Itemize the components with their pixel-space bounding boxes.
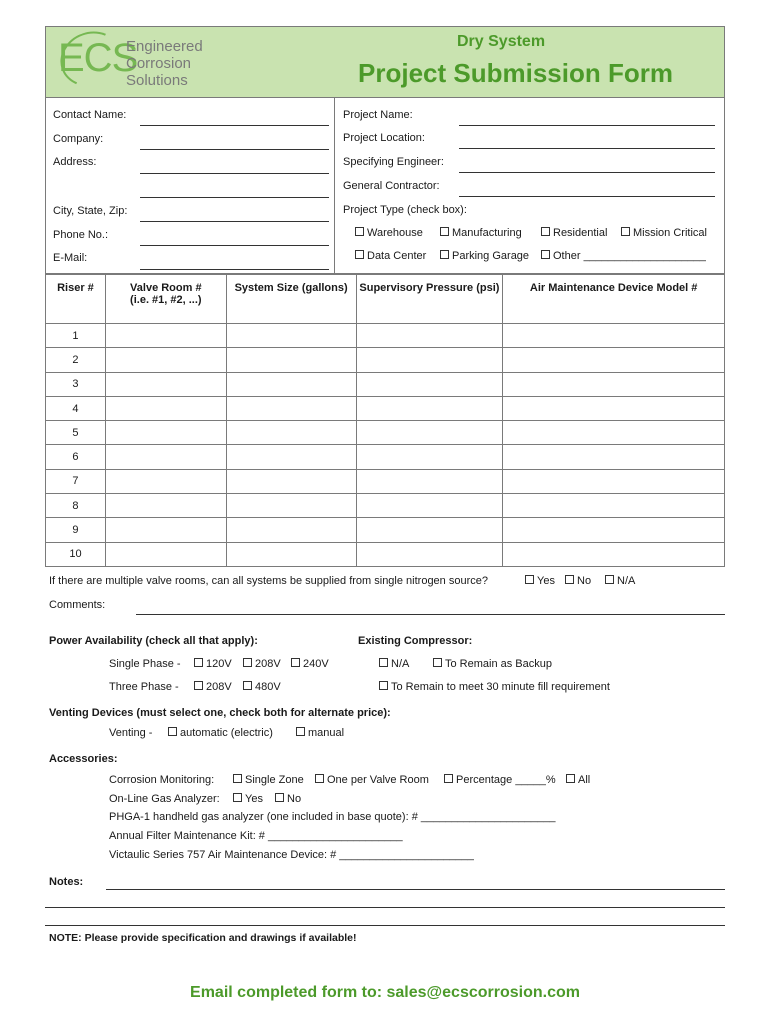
option-label: 240V	[303, 658, 329, 670]
option-label: Percentage _____%	[456, 774, 556, 786]
logo-line-2: Corrosion	[126, 55, 192, 72]
compressor-backup[interactable]	[433, 658, 552, 670]
type-mission-critical[interactable]	[621, 227, 707, 239]
compressor-fill[interactable]	[379, 681, 610, 693]
engineer-label: Specifying Engineer:	[343, 156, 444, 168]
notes-field-3[interactable]	[45, 925, 725, 926]
notes-field-2[interactable]	[45, 907, 725, 908]
table-row	[46, 348, 725, 372]
checkbox-icon	[433, 658, 442, 667]
type-manufacturing[interactable]	[440, 227, 522, 239]
comments-field[interactable]	[136, 614, 725, 615]
header-riser: Riser #	[46, 275, 106, 324]
riser-number: 4	[46, 396, 106, 420]
table-cell[interactable]	[226, 421, 356, 445]
gas-analyzer-label: On-Line Gas Analyzer:	[109, 793, 220, 805]
table-cell[interactable]	[226, 542, 356, 566]
option-label: 208V	[206, 681, 232, 693]
corrosion-percentage[interactable]	[444, 774, 556, 786]
notes-field-1[interactable]	[106, 889, 725, 890]
riser-table	[45, 274, 725, 567]
table-row	[46, 324, 725, 348]
riser-number: 6	[46, 445, 106, 469]
table-cell[interactable]	[356, 542, 503, 566]
corrosion-single-zone[interactable]	[233, 774, 304, 786]
phone-label: Phone No.:	[53, 229, 109, 241]
riser-number: 2	[46, 348, 106, 372]
table-cell[interactable]	[356, 469, 503, 493]
notes-label: Notes:	[49, 876, 84, 888]
checkbox-icon	[355, 227, 364, 236]
table-cell[interactable]	[356, 518, 503, 542]
checkbox-icon	[243, 658, 252, 667]
table-cell[interactable]	[226, 494, 356, 518]
contractor-field[interactable]	[459, 196, 715, 197]
checkbox-icon	[621, 227, 630, 236]
table-cell[interactable]	[226, 445, 356, 469]
checkbox-icon	[243, 681, 252, 690]
type-label: Data Center	[367, 250, 427, 262]
checkbox-icon	[440, 227, 449, 236]
email-field[interactable]	[140, 269, 329, 270]
engineer-field[interactable]	[459, 172, 715, 173]
table-row	[46, 372, 725, 396]
table-cell[interactable]	[105, 469, 226, 493]
table-cell[interactable]	[356, 348, 503, 372]
table-cell[interactable]	[226, 396, 356, 420]
table-cell[interactable]	[356, 372, 503, 396]
checkbox-icon	[565, 575, 574, 584]
table-cell[interactable]	[356, 324, 503, 348]
table-cell[interactable]	[503, 372, 725, 396]
table-row	[46, 542, 725, 566]
table-cell[interactable]	[226, 324, 356, 348]
venting-automatic[interactable]	[168, 727, 273, 739]
address-field-1[interactable]	[140, 173, 329, 174]
table-cell[interactable]	[105, 421, 226, 445]
project-name-label: Project Name:	[343, 109, 413, 121]
option-label: All	[578, 774, 591, 786]
gas-yes[interactable]	[233, 793, 263, 805]
type-data-center[interactable]	[355, 250, 426, 262]
company-field[interactable]	[140, 149, 329, 150]
address-field-2[interactable]	[140, 197, 329, 198]
table-cell[interactable]	[105, 372, 226, 396]
table-cell[interactable]	[503, 494, 725, 518]
project-location-field[interactable]	[459, 148, 715, 149]
table-row	[46, 421, 725, 445]
table-cell[interactable]	[105, 494, 226, 518]
option-label: 208V	[255, 658, 281, 670]
header-system-size: System Size (gallons)	[226, 275, 356, 324]
contractor-label: General Contractor:	[343, 180, 440, 192]
checkbox-icon	[444, 774, 453, 783]
type-other[interactable]	[541, 250, 706, 262]
option-label: Yes	[537, 575, 555, 587]
email-label: E-Mail:	[53, 252, 88, 264]
option-label: To Remain as Backup	[445, 658, 552, 670]
filter-kit-line[interactable]: Annual Filter Maintenance Kit: # ______________________	[109, 830, 403, 842]
venting-manual[interactable]	[296, 727, 344, 739]
checkbox-icon	[525, 575, 534, 584]
project-type-label: Project Type (check box):	[343, 204, 467, 216]
table-cell[interactable]	[356, 494, 503, 518]
phga-line[interactable]: PHGA-1 handheld gas analyzer (one included in base quote): # ______________________	[109, 811, 556, 823]
type-label: Mission Critical	[633, 227, 707, 239]
option-label: To Remain to meet 30 minute fill requirement	[391, 681, 610, 693]
checkbox-icon	[194, 658, 203, 667]
table-cell[interactable]	[356, 445, 503, 469]
single-240v[interactable]	[291, 658, 329, 670]
single-208v[interactable]	[243, 658, 281, 670]
city-label: City, State, Zip:	[53, 205, 128, 217]
logo-wordmark	[126, 38, 203, 89]
contact-name-field[interactable]	[140, 125, 329, 126]
comments-label: Comments:	[49, 599, 106, 611]
header-air-maintenance: Air Maintenance Device Model #	[503, 275, 725, 324]
type-label: Parking Garage	[452, 250, 530, 262]
checkbox-icon	[440, 250, 449, 259]
header-supervisory-pressure: Supervisory Pressure (psi)	[356, 275, 503, 324]
table-cell[interactable]	[105, 324, 226, 348]
accessories-label: Accessories:	[49, 753, 118, 765]
option-label: No	[577, 575, 592, 587]
table-cell[interactable]	[105, 348, 226, 372]
table-row	[46, 494, 725, 518]
phone-field[interactable]	[140, 245, 329, 246]
table-cell[interactable]	[503, 421, 725, 445]
table-cell[interactable]	[105, 396, 226, 420]
riser-number: 7	[46, 469, 106, 493]
riser-number: 3	[46, 372, 106, 396]
type-residential[interactable]	[541, 227, 607, 239]
checkbox-icon	[541, 227, 550, 236]
riser-number: 10	[46, 542, 106, 566]
checkbox-icon	[233, 774, 242, 783]
project-name-field[interactable]	[459, 125, 715, 126]
footer-email: Email completed form to: sales@ecscorrosion.com	[190, 984, 580, 1001]
table-cell[interactable]	[105, 445, 226, 469]
type-parking-garage[interactable]	[440, 250, 529, 262]
project-location-label: Project Location:	[343, 132, 425, 144]
three-208v[interactable]	[194, 681, 232, 693]
checkbox-icon	[315, 774, 324, 783]
riser-number: 8	[46, 494, 106, 518]
type-label: Other ____________________	[553, 250, 706, 262]
table-cell[interactable]	[226, 469, 356, 493]
table-cell[interactable]	[105, 542, 226, 566]
option-label: No	[287, 793, 302, 805]
riser-number: 5	[46, 421, 106, 445]
type-label: Residential	[553, 227, 608, 239]
header-valve-room: Valve Room # (i.e. #1, #2, ...)	[105, 275, 226, 324]
table-row	[46, 469, 725, 493]
table-cell[interactable]	[503, 396, 725, 420]
note-text: NOTE: Please provide specification and drawings if available!	[49, 932, 357, 944]
checkbox-icon	[379, 681, 388, 690]
nitrogen-no[interactable]	[565, 575, 591, 587]
table-cell[interactable]	[503, 542, 725, 566]
table-cell[interactable]	[503, 324, 725, 348]
riser-number: 1	[46, 324, 106, 348]
table-cell[interactable]	[356, 421, 503, 445]
power-label: Power Availability (check all that apply):	[49, 635, 258, 647]
option-label: automatic (electric)	[180, 727, 273, 739]
venting-label: Venting Devices (must select one, check both for alternate price):	[49, 707, 391, 719]
single-120v[interactable]	[194, 658, 232, 670]
checkbox-icon	[355, 250, 364, 259]
table-cell[interactable]	[503, 348, 725, 372]
table-row	[46, 518, 725, 542]
option-label: Single Zone	[245, 774, 304, 786]
gas-no[interactable]	[275, 793, 301, 805]
checkbox-icon	[605, 575, 614, 584]
venting-prefix: Venting -	[109, 727, 153, 739]
option-label: 120V	[206, 658, 232, 670]
checkbox-icon	[194, 681, 203, 690]
table-cell[interactable]	[226, 348, 356, 372]
table-cell[interactable]	[356, 396, 503, 420]
table-cell[interactable]	[503, 469, 725, 493]
city-field[interactable]	[140, 221, 329, 222]
nitrogen-question: If there are multiple valve rooms, can all systems be supplied from single nitrogen source?	[49, 575, 488, 587]
table-row	[46, 396, 725, 420]
type-label: Manufacturing	[452, 227, 522, 239]
logo-line-1: Engineered	[126, 38, 203, 55]
table-cell[interactable]	[226, 372, 356, 396]
checkbox-icon	[291, 658, 300, 667]
corrosion-per-valve[interactable]	[315, 774, 429, 786]
table-row	[46, 445, 725, 469]
riser-number: 9	[46, 518, 106, 542]
type-warehouse[interactable]	[355, 227, 423, 239]
ecs-logo	[58, 32, 218, 90]
table-cell[interactable]	[105, 518, 226, 542]
checkbox-icon	[566, 774, 575, 783]
option-label: N/A	[617, 575, 636, 587]
three-480v[interactable]	[243, 681, 281, 693]
address-label: Address:	[53, 156, 97, 168]
compressor-label: Existing Compressor:	[358, 635, 473, 647]
corrosion-label: Corrosion Monitoring:	[109, 774, 215, 786]
table-cell[interactable]	[226, 518, 356, 542]
checkbox-icon	[379, 658, 388, 667]
option-label: 480V	[255, 681, 281, 693]
company-label: Company:	[53, 133, 104, 145]
option-label: N/A	[391, 658, 410, 670]
option-label: manual	[308, 727, 345, 739]
checkbox-icon	[233, 793, 242, 802]
type-label: Warehouse	[367, 227, 423, 239]
checkbox-icon	[296, 727, 305, 736]
compressor-na[interactable]	[379, 658, 409, 670]
checkbox-icon	[168, 727, 177, 736]
checkbox-icon	[541, 250, 550, 259]
table-cell[interactable]	[503, 518, 725, 542]
form-title: Project Submission Form	[358, 58, 673, 88]
corrosion-all[interactable]	[566, 774, 590, 786]
logo-line-3: Solutions	[126, 72, 188, 89]
single-phase-label: Single Phase -	[109, 658, 181, 670]
victaulic-line[interactable]: Victaulic Series 757 Air Maintenance Device: # ______________________	[109, 849, 474, 861]
info-divider	[334, 98, 335, 274]
nitrogen-yes[interactable]	[525, 575, 555, 587]
nitrogen-na[interactable]	[605, 575, 635, 587]
logo-mark: ECS	[58, 36, 138, 80]
option-label: One per Valve Room	[327, 774, 429, 786]
form-subtitle: Dry System	[457, 33, 546, 50]
option-label: Yes	[245, 793, 263, 805]
contact-name-label: Contact Name:	[53, 109, 127, 121]
checkbox-icon	[275, 793, 284, 802]
table-cell[interactable]	[503, 445, 725, 469]
three-phase-label: Three Phase -	[109, 681, 179, 693]
